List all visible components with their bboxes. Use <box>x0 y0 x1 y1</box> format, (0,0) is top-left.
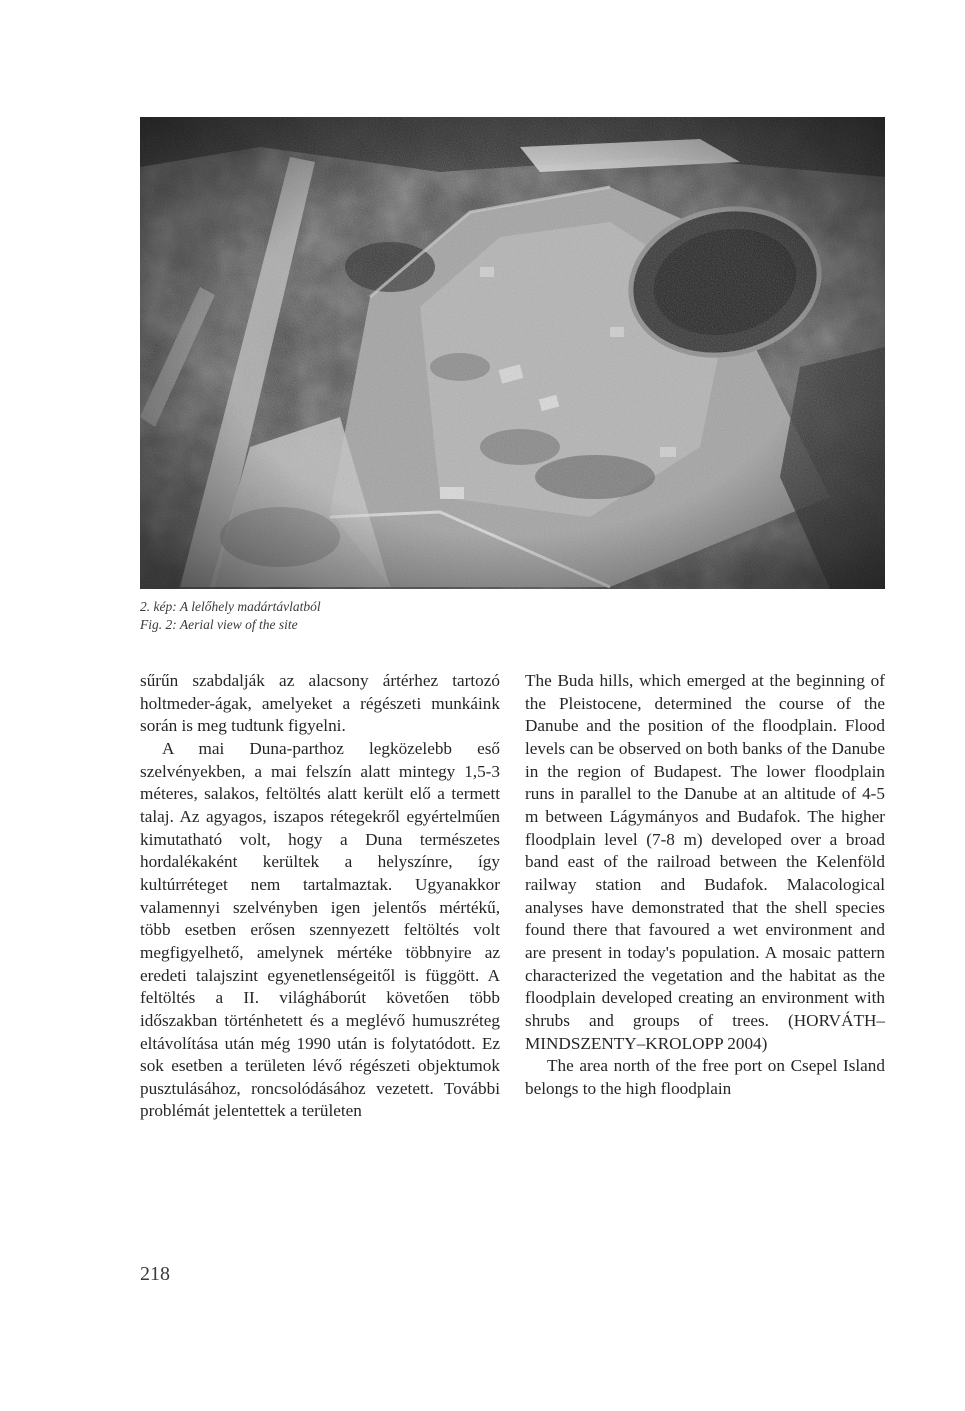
figure-caption <box>140 598 321 634</box>
aerial-photo-image <box>140 117 885 589</box>
paragraph: The Buda hills, which emerged at the beginning of the Pleistocene, determined the course of the Danube and the position of the floodplain. Flood levels can be observed on both banks of the Danube in the region of Budapest. The lower floodplain runs in parallel to the Danube at an altitude of 4-5 m between Lágymányos and Budafok. The higher floodplain level (7-8 m) developed over a broad band east of the railroad between the Kelenföld railway station and Budafok. Malacological analyses have demonstrated that the shell species found there that favoured a wet environment and are present in today's population. A mosaic pattern characterized the vegetation and the habitat as the floodplain developed creating an environment with shrubs and groups of trees. (HORVÁTH–MINDSZENTY–KROLOPP 2004) <box>525 671 885 1053</box>
page-number: 218 <box>140 1263 170 1285</box>
aerial-photo <box>140 117 885 589</box>
caption-english: Fig. 2: Aerial view of the site <box>140 617 298 632</box>
paragraph: The area north of the free port on Csepel Island belongs to the high floodplain <box>525 1056 885 1098</box>
left-text-column <box>140 670 500 1123</box>
paragraph: sűrűn szabdalják az alacsony ártérhez tartozó holtmeder-ágak, amelyeket a régészeti munkáink során is meg tudtunk figyelni. <box>140 671 500 736</box>
right-text-column <box>525 670 885 1100</box>
paragraph: A mai Duna-parthoz legközelebb eső szelvényekben, a mai felszín alatt mintegy 1,5-3 méteres, salakos, feltöltés alatt került elő a termett talaj. Az agyagos, iszapos rétegekről egyértelműen kimutatható volt, hogy a Duna természetes hordalékaként kerültek a helyszínre, így kultúrréteget nem tartalmaztak. Ugyanakkor valamennyi szelvényben igen jelentős mértékű, több esetben erősen szennyezett feltöltés volt megfigyelhető, amelynek mértéke többnyire az eredeti talajszint egyenetlenségeitől is függött. A feltöltés a II. világháborút követően több időszakban történhetett és a meglévő humuszréteg eltávolítása után még 1990 után is folytatódott. Ez sok esetben a területen lévő régészeti objektumok pusztulásához, roncsolódásához vezetett. További problémát jelentettek a területen <box>140 738 500 1121</box>
caption-hungarian: 2. kép: A lelőhely madártávlatból <box>140 599 321 614</box>
